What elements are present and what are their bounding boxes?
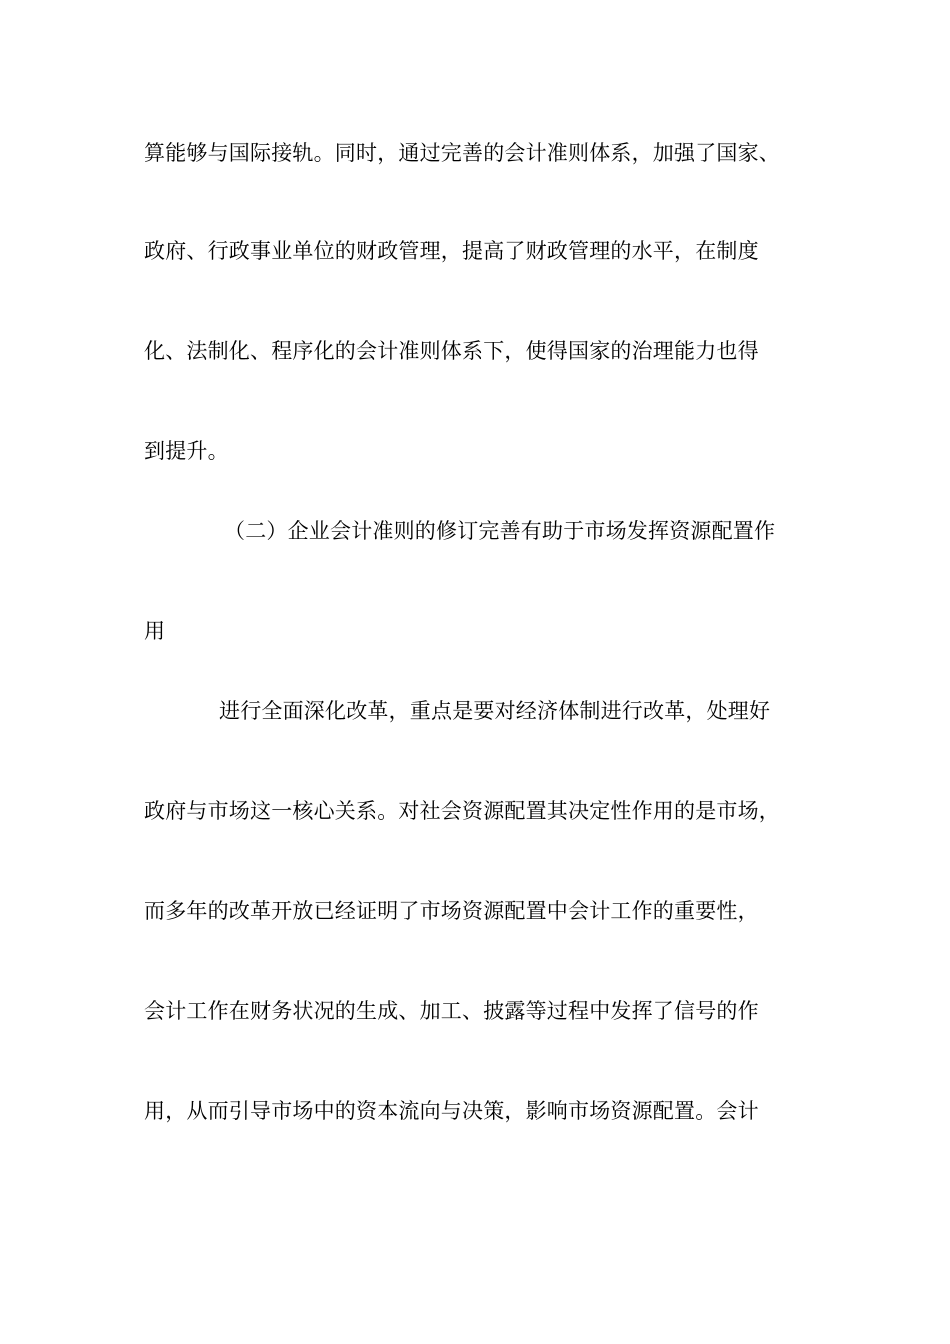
paragraph-line: 进行全面深化改革，重点是要对经济体制进行改革，处理好	[219, 699, 771, 723]
paragraph-line: 化、法制化、程序化的会计准则体系下，使得国家的治理能力也得	[144, 339, 759, 363]
section-heading-line: （二）企业会计准则的修订完善有助于市场发挥资源配置作	[224, 519, 776, 543]
paragraph-line: 用，从而引导市场中的资本流向与决策，影响市场资源配置。会计	[144, 1099, 759, 1123]
section-heading-line: 用	[144, 619, 166, 643]
paragraph-line: 算能够与国际接轨。同时，通过完善的会计准则体系，加强了国家、	[144, 141, 780, 165]
paragraph-line: 而多年的改革开放已经证明了市场资源配置中会计工作的重要性，	[144, 899, 759, 923]
paragraph-line: 到提升。	[144, 439, 229, 463]
paragraph-line: 政府与市场这一核心关系。对社会资源配置其决定性作用的是市场，	[144, 799, 780, 823]
paragraph-line: 会计工作在财务状况的生成、加工、披露等过程中发挥了信号的作	[144, 999, 759, 1023]
paragraph-line: 政府、行政事业单位的财政管理，提高了财政管理的水平，在制度	[144, 239, 759, 263]
